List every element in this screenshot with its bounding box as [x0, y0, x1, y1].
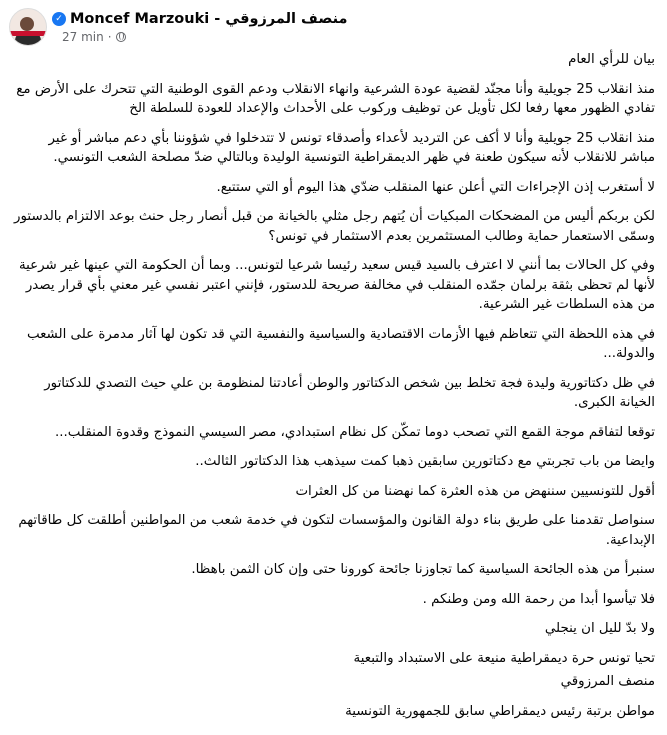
post-paragraph: في هذه اللحظة التي تتعاظم فيها الأزمات الاقتصادية والسياسية والنفسية التي قد تكون لها آثار مدمرة على الشعب والدولة...	[26, 326, 655, 361]
post-paragraph: توقعا لتفاقم موجة القمع التي تصحب دوما تمكّن كل نظام استبدادي، مصر السيسي النموذج وقدوة المنقلب...	[55, 424, 655, 440]
globe-icon[interactable]	[116, 32, 126, 42]
post-paragraph: وايضا من باب تجربتي مع دكتاتورين سابقين ذهبا كمت سيذهب هذا الدكتاتور الثالث..	[195, 454, 655, 469]
post-paragraph: تحيا تونس حرة ديمقراطية منيعة على الاستبداد والتبعية	[353, 650, 655, 666]
post-paragraph: لا أستغرب إذن الإجراءات التي أعلن عنها المنقلب ضدّي هذا اليوم أو التي ستتبع.	[216, 179, 655, 195]
post-paragraph: ولا بدّ لليل ان ينجلي	[544, 621, 655, 636]
post-paragraph: منذ انقلاب 25 جويلية وأنا لا أكف عن الترديد لأعداء وأصدقاء تونس لا تتدخلوا في شؤوننا بأي دعم مباشر أو غير مباشر للانقلاب لأنه سيكون طعنة في ظهر الديمقراطية التونسية الوليدة وبالتالي ضدّ مصلحة الشعب التونسي.	[48, 130, 655, 165]
post-paragraph: وفي كل الحالات بما أنني لا اعترف بالسيد قيس سعيد رئيسا شرعيا لتونس... وبما أن الحكومة التي عينها غير شرعية لأنها لم تحظى بثقة برلمان جمّده المنقلب في مخالفة صريحة للدستور، فإنني اعتبر نفسي غير معني بأي قرار يصدر من هذه السلطات غير الشرعية.	[18, 258, 655, 312]
meta-separator: ·	[107, 30, 112, 44]
avatar-flag-sash	[10, 31, 46, 36]
avatar-head	[20, 17, 34, 31]
post-time[interactable]: 27 min	[62, 30, 104, 44]
post-paragraph: سنواصل تقدمنا على طريق بناء دولة القانون والمؤسسات لتكون في خدمة شعب من المواطنين أطلقت كل طاقاتهم الإبداعية.	[18, 513, 655, 548]
post-signature: منصف المرزوقي	[560, 674, 655, 689]
post-paragraph: في ظل دكتاتورية وليدة فجة تخلط بين شخص الدكتاتور والوطن أعادتنا لمنظومة بن علي حيث التصدي للدكتاتور الخيانة الكبرى.	[44, 375, 655, 410]
post-paragraph: أقول للتونسيين سننهض من هذه العثرة كما نهضنا من كل العثرات	[295, 483, 655, 499]
verified-badge-icon: ✓	[52, 12, 66, 26]
post-paragraph: فلا تيأسوا أبدا من رحمة الله ومن وطنكم .	[422, 591, 655, 607]
post-paragraph: منذ انقلاب 25 جويلية وأنا مجنّد لقضية عودة الشرعية وانهاء الانقلاب ودعم القوى الوطنية التي تتحرك على الأرض مع تفادي الظهور معها رفعا لكل تأويل عن توظيف وركوب على الأحداث والإعداد للعودة للسلطة الخ	[16, 81, 655, 116]
post-signature-title: مواطن برتبة رئيس ديمقراطي سابق للجمهورية التونسية	[345, 703, 655, 719]
author-name-row	[52, 9, 348, 29]
post-paragraph: سنبرأ من هذه الجائحة السياسية كما تجاوزنا جائحة كورونا حتى وإن كان الثمن باهظا.	[191, 562, 655, 577]
post-paragraph: لكن بربكم أليس من المضحكات المبكيات أن يُتهم رجل مثلي بالخيانة من قبل أنصار رجل حنث بوعد الالتزام بالدستور وسمّى الاستعمار حماية وطالب المستثمرين بعدم الاستثمار في تونس؟	[14, 209, 655, 244]
post-paragraph-title: بيان للرأي العام	[568, 52, 655, 67]
post-body	[12, 50, 655, 731]
author-avatar[interactable]	[9, 8, 47, 46]
post-header	[0, 0, 667, 48]
author-name[interactable]: Moncef Marzouki - منصف المرزوقي	[70, 11, 348, 27]
post-meta	[62, 29, 126, 45]
